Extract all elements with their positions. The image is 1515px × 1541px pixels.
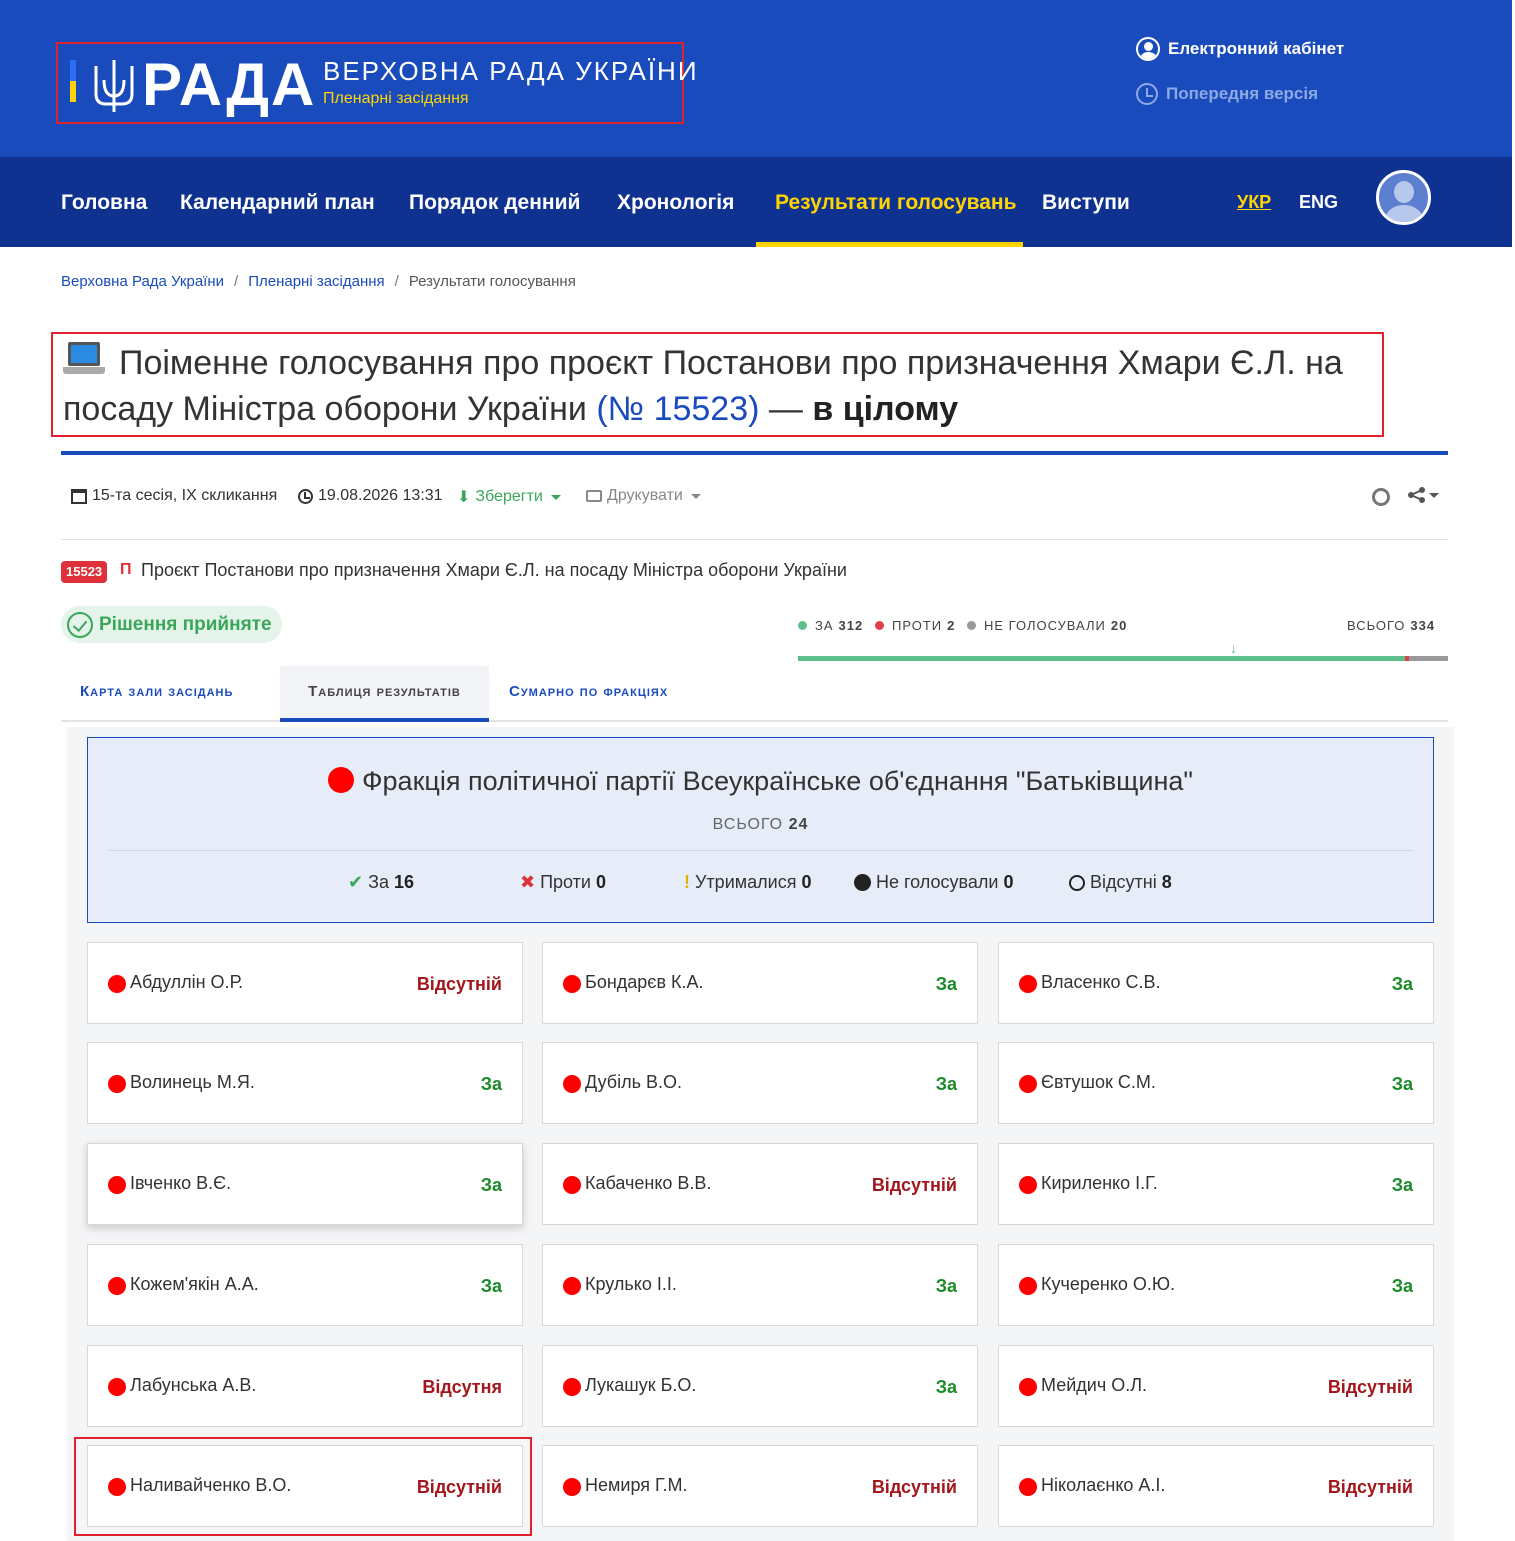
trident-icon [92, 56, 136, 114]
deputy-vote: Відсутній [871, 1175, 957, 1195]
deputy-vote: За [935, 1276, 957, 1296]
deputy-vote: За [935, 1377, 957, 1397]
title-bill-number[interactable]: (№ 15523) [596, 390, 760, 428]
deputy-card[interactable] [542, 1042, 978, 1124]
stat-label: Утрималися [695, 872, 797, 892]
calendar-icon [71, 489, 87, 504]
summary-against [875, 618, 955, 633]
bill-number-badge[interactable]: 15523 [61, 561, 107, 583]
deputy-name[interactable]: Євтушок С.М. [1041, 1072, 1156, 1092]
page-title [63, 340, 1383, 432]
faction-title [88, 766, 1433, 797]
stat-label: Не голосували [876, 872, 999, 892]
deputy-card[interactable] [87, 1042, 523, 1124]
faction-stat-for [348, 872, 414, 893]
faction-dot-icon [563, 1277, 581, 1295]
threshold-arrow-icon: ↓ [1230, 640, 1237, 656]
faction-summary [87, 737, 1434, 923]
deputy-vote: За [1391, 1175, 1413, 1195]
progress-against [1405, 656, 1409, 661]
chevron-down-icon [1429, 493, 1439, 498]
faction-dot-icon [563, 1378, 581, 1396]
empty-circle-icon [1069, 875, 1085, 891]
faction-total [88, 816, 1433, 834]
deputy-name[interactable]: Лабунська А.В. [130, 1375, 257, 1395]
site-header [0, 0, 1512, 157]
green-dot-icon [798, 621, 807, 630]
main-nav [0, 157, 1512, 247]
nav-item-home[interactable]: Головна [61, 191, 148, 214]
deputy-name[interactable]: Бондарєв К.А. [585, 972, 704, 992]
summary-against-label: ПРОТИ [892, 618, 943, 633]
breadcrumb: Верховна Рада України / Пленарні засідання / Результати голосування [61, 273, 576, 290]
summary-not-voted-value: 20 [1110, 618, 1128, 633]
faction-stat-against [520, 872, 606, 893]
deputy-card[interactable] [87, 942, 523, 1024]
deputy-vote: Відсутній [1327, 1477, 1413, 1497]
title-suffix: в цілому [812, 390, 959, 428]
faction-dot-icon [563, 1176, 581, 1194]
lang-ukr[interactable]: УКР [1237, 192, 1272, 212]
deputy-name[interactable]: Власенко С.В. [1041, 972, 1161, 992]
red-dot-icon [875, 621, 884, 630]
logo-word: РАДА [142, 51, 317, 118]
deputy-name[interactable]: Кабаченко В.В. [585, 1173, 712, 1193]
faction-dot-icon [563, 975, 581, 993]
deputy-name[interactable]: Мейдич О.Л. [1041, 1375, 1148, 1395]
deputy-card[interactable] [998, 1244, 1434, 1326]
summary-not-voted [967, 618, 1127, 633]
stat-label: Відсутні [1090, 872, 1157, 892]
summary-not-voted-label: НЕ ГОЛОСУВАЛИ [984, 618, 1106, 633]
deputy-name[interactable]: Ніколаєнко А.І. [1041, 1475, 1166, 1495]
deputy-card[interactable] [542, 1143, 978, 1225]
share-icon [1408, 487, 1426, 503]
clock-icon [298, 489, 313, 504]
deputy-card[interactable] [87, 1143, 523, 1225]
stat-value: 0 [801, 872, 812, 892]
nav-item-agenda[interactable]: Порядок денний [409, 191, 581, 214]
stat-value: 8 [1161, 872, 1172, 892]
faction-stat-abstained [684, 872, 811, 893]
deputy-card[interactable] [998, 1345, 1434, 1427]
deputy-vote: За [480, 1074, 502, 1094]
deputy-name[interactable]: Кучеренко О.Ю. [1041, 1274, 1176, 1294]
deputy-name[interactable]: Кожем'якін А.А. [130, 1274, 259, 1294]
deputy-vote: Відсутній [416, 1477, 502, 1497]
faction-dot-icon [1019, 1075, 1037, 1093]
breadcrumb-current: Результати голосування [408, 273, 576, 290]
deputy-card[interactable] [998, 1042, 1434, 1124]
deputy-name[interactable]: Кириленко І.Г. [1041, 1173, 1158, 1193]
deputy-vote: За [480, 1175, 502, 1195]
deputy-vote: За [1391, 1074, 1413, 1094]
title-divider [61, 451, 1448, 455]
faction-stat-not-voted [854, 872, 1013, 893]
stat-value: 0 [595, 872, 606, 892]
share-button[interactable] [1408, 487, 1439, 503]
nav-item-chronology[interactable]: Хронологія [617, 191, 735, 214]
faction-dot-icon [108, 1277, 126, 1295]
history-icon [1136, 83, 1158, 105]
grey-dot-icon [967, 621, 976, 630]
meta-divider [61, 539, 1448, 540]
faction-dot-icon [1019, 1277, 1037, 1295]
page-title-box [51, 332, 1384, 437]
faction-dot-icon [1019, 1378, 1037, 1396]
session-info [71, 487, 277, 505]
deputy-card[interactable] [998, 942, 1434, 1024]
summary-for-value: 312 [838, 618, 864, 633]
save-label: Зберегти [475, 488, 543, 505]
nav-item-vote-results[interactable]: Результати голосувань [775, 191, 1017, 214]
check-icon: ✔ [348, 872, 364, 892]
deputy-card[interactable] [542, 1244, 978, 1326]
faction-total-label: ВСЬОГО [712, 816, 784, 833]
faction-dot-icon [1019, 1176, 1037, 1194]
bill-title[interactable]: Проєкт Постанови про призначення Хмари Є.Л. на посаду Міністра оборони України [141, 560, 847, 580]
tab-by-faction[interactable]: Сумарно по фракціях [509, 683, 669, 700]
faction-divider [108, 850, 1413, 851]
bill-type-label: П [120, 561, 132, 578]
check-circle-icon [67, 612, 93, 638]
summary-total [1347, 618, 1435, 633]
deputy-vote: Відсутня [422, 1377, 502, 1397]
cross-icon: ✖ [520, 872, 536, 892]
nav-item-calendar[interactable]: Календарний план [180, 191, 375, 214]
session-label: 15-та сесія, IX скликання [92, 487, 278, 504]
flag-icon [70, 60, 76, 102]
prev-version-label: Попередня версія [1166, 84, 1319, 103]
chevron-down-icon [551, 495, 561, 500]
deputy-card[interactable] [998, 1143, 1434, 1225]
stat-label: За [368, 872, 389, 892]
summary-for [798, 618, 863, 633]
deputy-name[interactable]: Івченко В.Є. [130, 1173, 232, 1193]
tab-results-table[interactable]: Таблиця результатів [280, 666, 489, 722]
progress-for [798, 656, 1405, 661]
deputy-name[interactable]: Абдуллін О.Р. [130, 972, 244, 992]
faction-total-value: 24 [788, 816, 809, 833]
faction-name: Фракція політичної партії Всеукраїнське об'єднання "Батьківщина" [362, 766, 1193, 796]
deputy-name[interactable]: Наливайченко В.О. [130, 1475, 292, 1495]
print-dropdown[interactable] [586, 487, 701, 505]
deputy-card[interactable] [87, 1345, 523, 1427]
tab-hall-map[interactable]: Карта зали засідань [80, 683, 234, 700]
deputy-vote: За [1391, 1276, 1413, 1296]
user-icon [1136, 37, 1160, 61]
breadcrumb-link-plenary[interactable]: Пленарні засідання [248, 273, 385, 290]
summary-against-value: 2 [947, 618, 956, 633]
breadcrumb-link-rada[interactable]: Верховна Рада України [61, 273, 225, 290]
exclamation-icon: ! [684, 872, 690, 892]
summary-total-value: 334 [1410, 618, 1436, 633]
summary-total-label: ВСЬОГО [1347, 618, 1406, 633]
summary-for-label: ЗА [815, 618, 834, 633]
vote-datetime [298, 487, 443, 505]
nav-item-speeches[interactable]: Виступи [1042, 191, 1130, 214]
title-dash: — [768, 390, 803, 428]
tabs-divider [61, 720, 1448, 722]
deputy-vote: За [935, 974, 957, 994]
print-label: Друкувати [607, 487, 683, 504]
title-main: Поіменне голосування про проєкт Постанови про призначення Хмари Є.Л. на посаду Міністра оборони України [63, 344, 1343, 428]
faction-dot-icon [563, 1478, 581, 1496]
stat-value: 0 [1003, 872, 1014, 892]
site-title: ВЕРХОВНА РАДА УКРАЇНИ [323, 56, 699, 86]
faction-dot-icon [108, 975, 126, 993]
deputy-vote: За [935, 1074, 957, 1094]
faction-dot-icon [563, 1075, 581, 1093]
download-icon: ⬇ [457, 489, 471, 506]
avatar[interactable] [1376, 170, 1431, 225]
deputy-vote: Відсутній [1327, 1377, 1413, 1397]
deputy-vote: За [480, 1276, 502, 1296]
site-logo[interactable] [56, 42, 699, 124]
cabinet-link[interactable] [1136, 37, 1344, 61]
stat-label: Проти [540, 872, 591, 892]
faction-dot-icon [1019, 1478, 1037, 1496]
faction-dot-icon [108, 1176, 126, 1194]
cabinet-link-label: Електронний кабінет [1168, 39, 1345, 58]
faction-color-icon [328, 767, 354, 793]
deputy-vote: Відсутній [416, 974, 502, 994]
vote-progress-bar [798, 656, 1448, 661]
filled-circle-icon [854, 874, 871, 891]
deputy-vote: Відсутній [871, 1477, 957, 1497]
decision-label: Рішення прийняте [99, 613, 272, 635]
stat-value: 16 [393, 872, 415, 892]
decision-badge [61, 606, 282, 643]
chevron-down-icon [691, 494, 701, 499]
deputy-card[interactable] [87, 1244, 523, 1326]
deputy-vote: За [1391, 974, 1413, 994]
deputy-name[interactable]: Лукашук Б.О. [585, 1375, 697, 1395]
deputy-card[interactable] [998, 1445, 1434, 1527]
faction-stat-absent [1069, 872, 1172, 893]
deputy-card[interactable] [542, 942, 978, 1024]
laptop-icon [63, 342, 105, 376]
prev-version-link[interactable] [1136, 83, 1318, 105]
lang-eng[interactable]: ENG [1299, 192, 1339, 212]
faction-dot-icon [108, 1075, 126, 1093]
deputy-name[interactable]: Дубіль В.О. [585, 1072, 682, 1092]
faction-dot-icon [1019, 975, 1037, 993]
datetime-label: 19.08.2026 13:31 [318, 487, 443, 504]
deputy-name[interactable]: Крулько І.І. [585, 1274, 677, 1294]
highlight-frame [74, 1437, 532, 1536]
faction-dot-icon [108, 1378, 126, 1396]
save-dropdown[interactable] [457, 487, 561, 507]
printer-icon [586, 490, 602, 502]
nav-active-indicator [756, 242, 1023, 247]
deputy-card[interactable] [542, 1445, 978, 1527]
deputy-name[interactable]: Немиря Г.М. [585, 1475, 688, 1495]
deputy-card[interactable] [542, 1345, 978, 1427]
gear-icon[interactable] [1372, 488, 1390, 506]
site-subtitle: Пленарні засідання [323, 90, 469, 107]
deputy-name[interactable]: Волинець М.Я. [130, 1072, 255, 1092]
